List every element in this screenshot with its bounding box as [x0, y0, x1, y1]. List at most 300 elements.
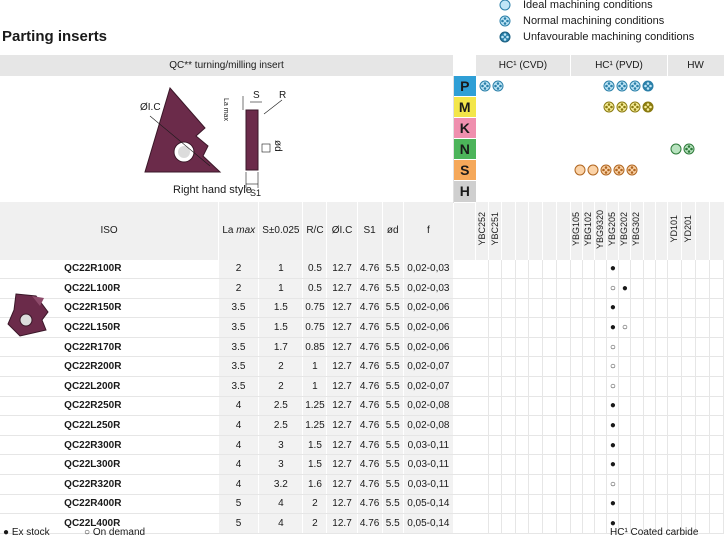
row-iso: QC22R170R	[56, 337, 219, 357]
diagram-s-label: S	[253, 90, 260, 101]
footer-on-demand: ○ On demand	[84, 527, 146, 538]
row-pvd-cell	[655, 494, 667, 514]
table-row	[0, 260, 724, 279]
row-hw-cell	[681, 298, 695, 318]
row-pvd-cell	[655, 260, 667, 279]
row-cvd-cell	[502, 377, 516, 397]
row-cvd-cell	[489, 298, 502, 318]
row-cvd-cell	[557, 396, 571, 416]
grade-ybg9320	[595, 202, 607, 260]
ideal-circle-icon	[670, 144, 683, 155]
table-row	[0, 318, 724, 338]
row-hw-cell	[681, 475, 695, 495]
row-cvd-cell	[516, 260, 529, 279]
row-pvd-cell	[655, 337, 667, 357]
row-ybg205: ●	[607, 416, 619, 436]
row-hw-cell	[667, 494, 681, 514]
row-cvd-cell	[502, 514, 516, 534]
insert-diagram	[0, 76, 453, 202]
row-pvd-cell	[643, 455, 655, 475]
row-cvd-cell	[476, 357, 489, 377]
row-pvd-cell	[655, 475, 667, 495]
row-ybg205: ●	[607, 396, 619, 416]
diagram-od-label: ød	[272, 140, 283, 152]
row-cvd-cell	[516, 396, 529, 416]
row-hw-cell	[709, 494, 723, 514]
row-cvd-cell	[529, 494, 543, 514]
row-la: 5	[219, 494, 259, 514]
row-hw-cell	[695, 260, 709, 279]
row-cvd-cell	[543, 514, 557, 534]
grade-ybg105-label: YBG105	[571, 212, 582, 247]
row-cvd-cell	[489, 455, 502, 475]
row-ybg205: ●	[607, 514, 619, 534]
n-pvd-cell	[571, 139, 667, 160]
row-hw-cell	[709, 435, 723, 455]
row-pvd-cell	[631, 475, 643, 495]
grade-ybc252	[476, 202, 489, 260]
row-s1: 4.76	[357, 357, 382, 377]
row-cvd-cell	[502, 435, 516, 455]
row-s: 1.7	[259, 337, 303, 357]
row-pvd-cell	[571, 514, 583, 534]
row-la: 2	[219, 279, 259, 299]
row-f: 0,05-0,14	[403, 514, 453, 534]
row-iso: QC22L400R	[56, 514, 219, 534]
row-rc: 2	[303, 514, 327, 534]
normal-flower-icon	[616, 102, 629, 113]
row-cvd-cell	[502, 475, 516, 495]
row-s1: 4.76	[357, 279, 382, 299]
row-s: 3	[259, 455, 303, 475]
row-f: 0,02-0,07	[403, 377, 453, 397]
pvd-group-header: HC¹ (PVD)	[571, 55, 667, 76]
legend-unfavourable-label: Unfavourable machining conditions	[523, 31, 695, 43]
table-row	[0, 298, 724, 318]
row-pvd-cell	[643, 435, 655, 455]
hw-blank-1	[695, 202, 709, 260]
row-rc: 1.6	[303, 475, 327, 495]
row-iso: QC22L250R	[56, 416, 219, 436]
row-cvd-cell	[502, 494, 516, 514]
material-s: S	[453, 160, 475, 181]
row-s1: 4.76	[357, 260, 382, 279]
row-pvd-cell	[631, 279, 643, 299]
row-hw-cell	[709, 318, 723, 338]
row-cvd-cell	[557, 435, 571, 455]
col-s: S±0.025	[259, 202, 303, 260]
row-iso: QC22R150R	[56, 298, 219, 318]
row-mat-spacer	[453, 475, 475, 495]
grade-ybg205	[607, 202, 619, 260]
h-hw-cell	[667, 181, 723, 202]
row-hw-cell	[667, 298, 681, 318]
row-f: 0,03-0,11	[403, 475, 453, 495]
row-cvd-cell	[557, 494, 571, 514]
row-pvd-cell	[595, 260, 607, 279]
table-row	[0, 357, 724, 377]
row-od: 5.5	[382, 494, 403, 514]
grade-ybg302	[631, 202, 643, 260]
row-pvd-cell	[595, 396, 607, 416]
row-dic: 12.7	[327, 475, 357, 495]
row-s: 2	[259, 377, 303, 397]
row-cvd-cell	[476, 514, 489, 534]
row-pvd-cell	[631, 377, 643, 397]
row-cvd-cell	[502, 337, 516, 357]
material-m: M	[453, 97, 475, 118]
col-la	[219, 202, 259, 260]
row-cvd-cell	[543, 357, 557, 377]
row-pvd-cell	[571, 416, 583, 436]
material-p: P	[453, 76, 475, 97]
row-pvd-cell	[595, 455, 607, 475]
row-pvd-cell	[595, 337, 607, 357]
s-cvd-cell	[476, 160, 571, 181]
row-cvd-cell	[529, 260, 543, 279]
row-pvd-cell	[631, 337, 643, 357]
row-cvd-cell	[529, 357, 543, 377]
grade-yd101-label: YD101	[668, 215, 679, 244]
normal-flower-icon	[499, 15, 511, 27]
row-ybg202	[619, 455, 631, 475]
row-la: 3.5	[219, 337, 259, 357]
row-od: 5.5	[382, 298, 403, 318]
row-pvd-cell	[643, 318, 655, 338]
col-rc: R/C	[303, 202, 327, 260]
pvd-blank-2	[655, 202, 667, 260]
hw-group-header: HW	[667, 55, 723, 76]
row-pvd-cell	[595, 318, 607, 338]
normal-flower-icon	[629, 102, 642, 113]
row-hw-cell	[709, 298, 723, 318]
ideal-circle-icon	[587, 165, 600, 176]
row-cvd-cell	[529, 514, 543, 534]
row-cvd-cell	[489, 475, 502, 495]
row-cvd-cell	[529, 435, 543, 455]
row-pvd-cell	[631, 455, 643, 475]
row-hw-cell	[709, 396, 723, 416]
row-s1: 4.76	[357, 318, 382, 338]
row-la: 3.5	[219, 357, 259, 377]
row-dic: 12.7	[327, 377, 357, 397]
row-cvd-cell	[476, 475, 489, 495]
grade-ybc251-label: YBC251	[489, 212, 500, 247]
row-mat-spacer	[453, 279, 475, 299]
p-hw-cell	[667, 76, 723, 97]
row-dic: 12.7	[327, 318, 357, 338]
col-la-italic: max	[236, 225, 256, 237]
row-hw-cell	[667, 475, 681, 495]
col-la-text: La	[222, 225, 234, 237]
row-pvd-cell	[583, 377, 595, 397]
row-cvd-cell	[529, 455, 543, 475]
row-od: 5.5	[382, 416, 403, 436]
row-rc: 1.5	[303, 435, 327, 455]
row-od: 5.5	[382, 514, 403, 534]
row-s: 1.5	[259, 318, 303, 338]
row-cvd-cell	[489, 396, 502, 416]
row-cvd-cell	[489, 279, 502, 299]
row-mat-spacer	[453, 357, 475, 377]
row-pvd-cell	[655, 318, 667, 338]
row-iso: QC22R320R	[56, 475, 219, 495]
h-pvd-cell	[571, 181, 667, 202]
row-blank	[0, 494, 56, 514]
unfavourable-flower-icon	[642, 81, 655, 92]
row-hw-cell	[681, 396, 695, 416]
row-blank	[0, 260, 56, 279]
row-ybg205: ○	[607, 475, 619, 495]
row-ybg205: ○	[607, 357, 619, 377]
row-blank	[0, 435, 56, 455]
row-cvd-cell	[557, 416, 571, 436]
footer-hc-note: HC¹ Coated carbide	[610, 527, 699, 538]
row-pvd-cell	[583, 298, 595, 318]
row-s: 1	[259, 260, 303, 279]
row-cvd-cell	[529, 475, 543, 495]
row-pvd-cell	[643, 377, 655, 397]
row-hw-cell	[681, 455, 695, 475]
row-s: 4	[259, 514, 303, 534]
grade-ybc252-label: YBC252	[476, 212, 487, 247]
row-hw-cell	[681, 416, 695, 436]
row-pvd-cell	[571, 298, 583, 318]
row-mat-spacer	[453, 435, 475, 455]
row-pvd-cell	[571, 494, 583, 514]
normal-flower-icon	[616, 81, 629, 92]
row-pvd-cell	[643, 396, 655, 416]
row-cvd-cell	[543, 494, 557, 514]
row-cvd-cell	[557, 357, 571, 377]
row-ybg202	[619, 435, 631, 455]
row-mat-spacer	[453, 396, 475, 416]
legend-normal-label: Normal machining conditions	[523, 15, 665, 27]
row-blank	[0, 337, 56, 357]
row-s1: 4.76	[357, 435, 382, 455]
diagram-r-label: R	[279, 90, 287, 101]
row-ybg205: ○	[607, 337, 619, 357]
row-cvd-cell	[489, 514, 502, 534]
row-cvd-cell	[557, 279, 571, 299]
diagram-s1-label: S1	[250, 188, 262, 198]
row-pvd-cell	[583, 455, 595, 475]
row-ybg202	[619, 396, 631, 416]
row-pvd-cell	[655, 357, 667, 377]
grade-ybg205-label: YBG205	[607, 212, 618, 247]
row-la: 5	[219, 514, 259, 534]
row-hw-cell	[695, 298, 709, 318]
row-cvd-cell	[543, 279, 557, 299]
row-dic: 12.7	[327, 337, 357, 357]
row-cvd-cell	[543, 475, 557, 495]
n-hw-cell	[667, 139, 723, 160]
row-cvd-cell	[489, 494, 502, 514]
row-hw-cell	[681, 377, 695, 397]
row-od: 5.5	[382, 455, 403, 475]
row-pvd-cell	[583, 435, 595, 455]
row-cvd-cell	[516, 377, 529, 397]
row-ybg205: ●	[607, 455, 619, 475]
row-pvd-cell	[571, 318, 583, 338]
row-hw-cell	[709, 357, 723, 377]
row-pvd-cell	[595, 435, 607, 455]
row-ybg205: ○	[607, 377, 619, 397]
grade-ybg9320-label: YBG9320	[595, 209, 606, 249]
row-pvd-cell	[583, 494, 595, 514]
row-od: 5.5	[382, 377, 403, 397]
row-pvd-cell	[631, 357, 643, 377]
row-hw-cell	[681, 279, 695, 299]
row-pvd-cell	[643, 475, 655, 495]
row-pvd-cell	[595, 416, 607, 436]
insert-photo-icon	[6, 290, 50, 340]
k-cvd-cell	[476, 118, 571, 139]
row-pvd-cell	[595, 377, 607, 397]
row-mat-spacer	[453, 337, 475, 357]
col-od: ød	[382, 202, 403, 260]
row-hw-cell	[709, 514, 723, 534]
hw-blank-2	[709, 202, 723, 260]
row-iso: QC22R100R	[56, 260, 219, 279]
row-hw-cell	[681, 337, 695, 357]
row-pvd-cell	[571, 260, 583, 279]
pvd-blank-1	[643, 202, 655, 260]
row-pvd-cell	[631, 494, 643, 514]
row-pvd-cell	[571, 357, 583, 377]
row-pvd-cell	[643, 416, 655, 436]
row-hw-cell	[681, 357, 695, 377]
row-cvd-cell	[543, 396, 557, 416]
grade-ybg202	[619, 202, 631, 260]
row-hw-cell	[695, 357, 709, 377]
row-cvd-cell	[557, 514, 571, 534]
row-cvd-cell	[529, 377, 543, 397]
row-pvd-cell	[583, 260, 595, 279]
row-dic: 12.7	[327, 298, 357, 318]
row-cvd-cell	[489, 377, 502, 397]
row-pvd-cell	[655, 298, 667, 318]
row-pvd-cell	[643, 337, 655, 357]
row-ybg205: ●	[607, 318, 619, 338]
row-s1: 4.76	[357, 416, 382, 436]
row-mat-spacer	[453, 455, 475, 475]
row-f: 0,02-0,03	[403, 260, 453, 279]
table-row	[0, 416, 724, 436]
normal-flower-icon	[683, 144, 696, 155]
row-pvd-cell	[631, 298, 643, 318]
row-s1: 4.76	[357, 337, 382, 357]
table-row	[0, 494, 724, 514]
row-cvd-cell	[543, 337, 557, 357]
row-s1: 4.76	[357, 475, 382, 495]
row-ybg202	[619, 377, 631, 397]
normal-flower-icon	[603, 102, 616, 113]
row-pvd-cell	[595, 279, 607, 299]
row-s1: 4.76	[357, 494, 382, 514]
row-cvd-cell	[489, 357, 502, 377]
style-label: Right hand style	[173, 184, 252, 196]
s-pvd-cell	[571, 160, 667, 181]
row-f: 0,03-0,11	[403, 435, 453, 455]
m-cvd-cell	[476, 97, 571, 118]
grade-yd201-label: YD201	[682, 215, 693, 244]
row-la: 4	[219, 435, 259, 455]
table-row	[0, 435, 724, 455]
row-cvd-cell	[502, 357, 516, 377]
row-hw-cell	[709, 455, 723, 475]
normal-flower-icon	[479, 81, 492, 92]
row-cvd-cell	[489, 435, 502, 455]
n-cvd-cell	[476, 139, 571, 160]
row-cvd-cell	[476, 494, 489, 514]
row-la: 3.5	[219, 318, 259, 338]
row-hw-cell	[709, 416, 723, 436]
row-ybg205: ○	[607, 279, 619, 299]
row-pvd-cell	[571, 455, 583, 475]
row-s: 2	[259, 357, 303, 377]
row-hw-cell	[667, 435, 681, 455]
row-hw-cell	[667, 455, 681, 475]
row-f: 0,02-0,07	[403, 357, 453, 377]
row-f: 0,02-0,08	[403, 396, 453, 416]
row-hw-cell	[695, 279, 709, 299]
row-hw-cell	[667, 416, 681, 436]
legend-normal	[499, 13, 694, 29]
row-mat-spacer	[453, 416, 475, 436]
row-cvd-cell	[543, 435, 557, 455]
row-rc: 1.5	[303, 455, 327, 475]
grade-ybg302-label: YBG302	[631, 212, 642, 247]
row-ybg202	[619, 298, 631, 318]
row-pvd-cell	[583, 337, 595, 357]
row-cvd-cell	[516, 494, 529, 514]
material-h: H	[453, 181, 475, 202]
row-cvd-cell	[516, 337, 529, 357]
row-la: 2	[219, 260, 259, 279]
row-rc: 0.75	[303, 318, 327, 338]
legend-ideal	[499, 0, 694, 13]
row-ybg205: ●	[607, 298, 619, 318]
k-pvd-cell	[571, 118, 667, 139]
row-mat-spacer	[453, 514, 475, 534]
row-rc: 1	[303, 377, 327, 397]
row-pvd-cell	[631, 318, 643, 338]
row-cvd-cell	[529, 416, 543, 436]
m-pvd-cell	[571, 97, 667, 118]
row-blank	[0, 455, 56, 475]
row-hw-cell	[681, 494, 695, 514]
row-cvd-cell	[516, 357, 529, 377]
row-ybg202: ●	[619, 279, 631, 299]
col-mat-spacer	[453, 202, 475, 260]
row-dic: 12.7	[327, 494, 357, 514]
row-pvd-cell	[571, 279, 583, 299]
row-blank	[0, 475, 56, 495]
diagram-dic-label: ØI.C	[140, 102, 161, 113]
h-cvd-cell	[476, 181, 571, 202]
cvd-blank-5	[557, 202, 571, 260]
row-cvd-cell	[543, 377, 557, 397]
row-ybg202	[619, 475, 631, 495]
row-cvd-cell	[476, 396, 489, 416]
row-s: 1.5	[259, 298, 303, 318]
row-cvd-cell	[476, 455, 489, 475]
row-od: 5.5	[382, 396, 403, 416]
row-cvd-cell	[489, 318, 502, 338]
row-rc: 1.25	[303, 396, 327, 416]
row-pvd-cell	[583, 416, 595, 436]
